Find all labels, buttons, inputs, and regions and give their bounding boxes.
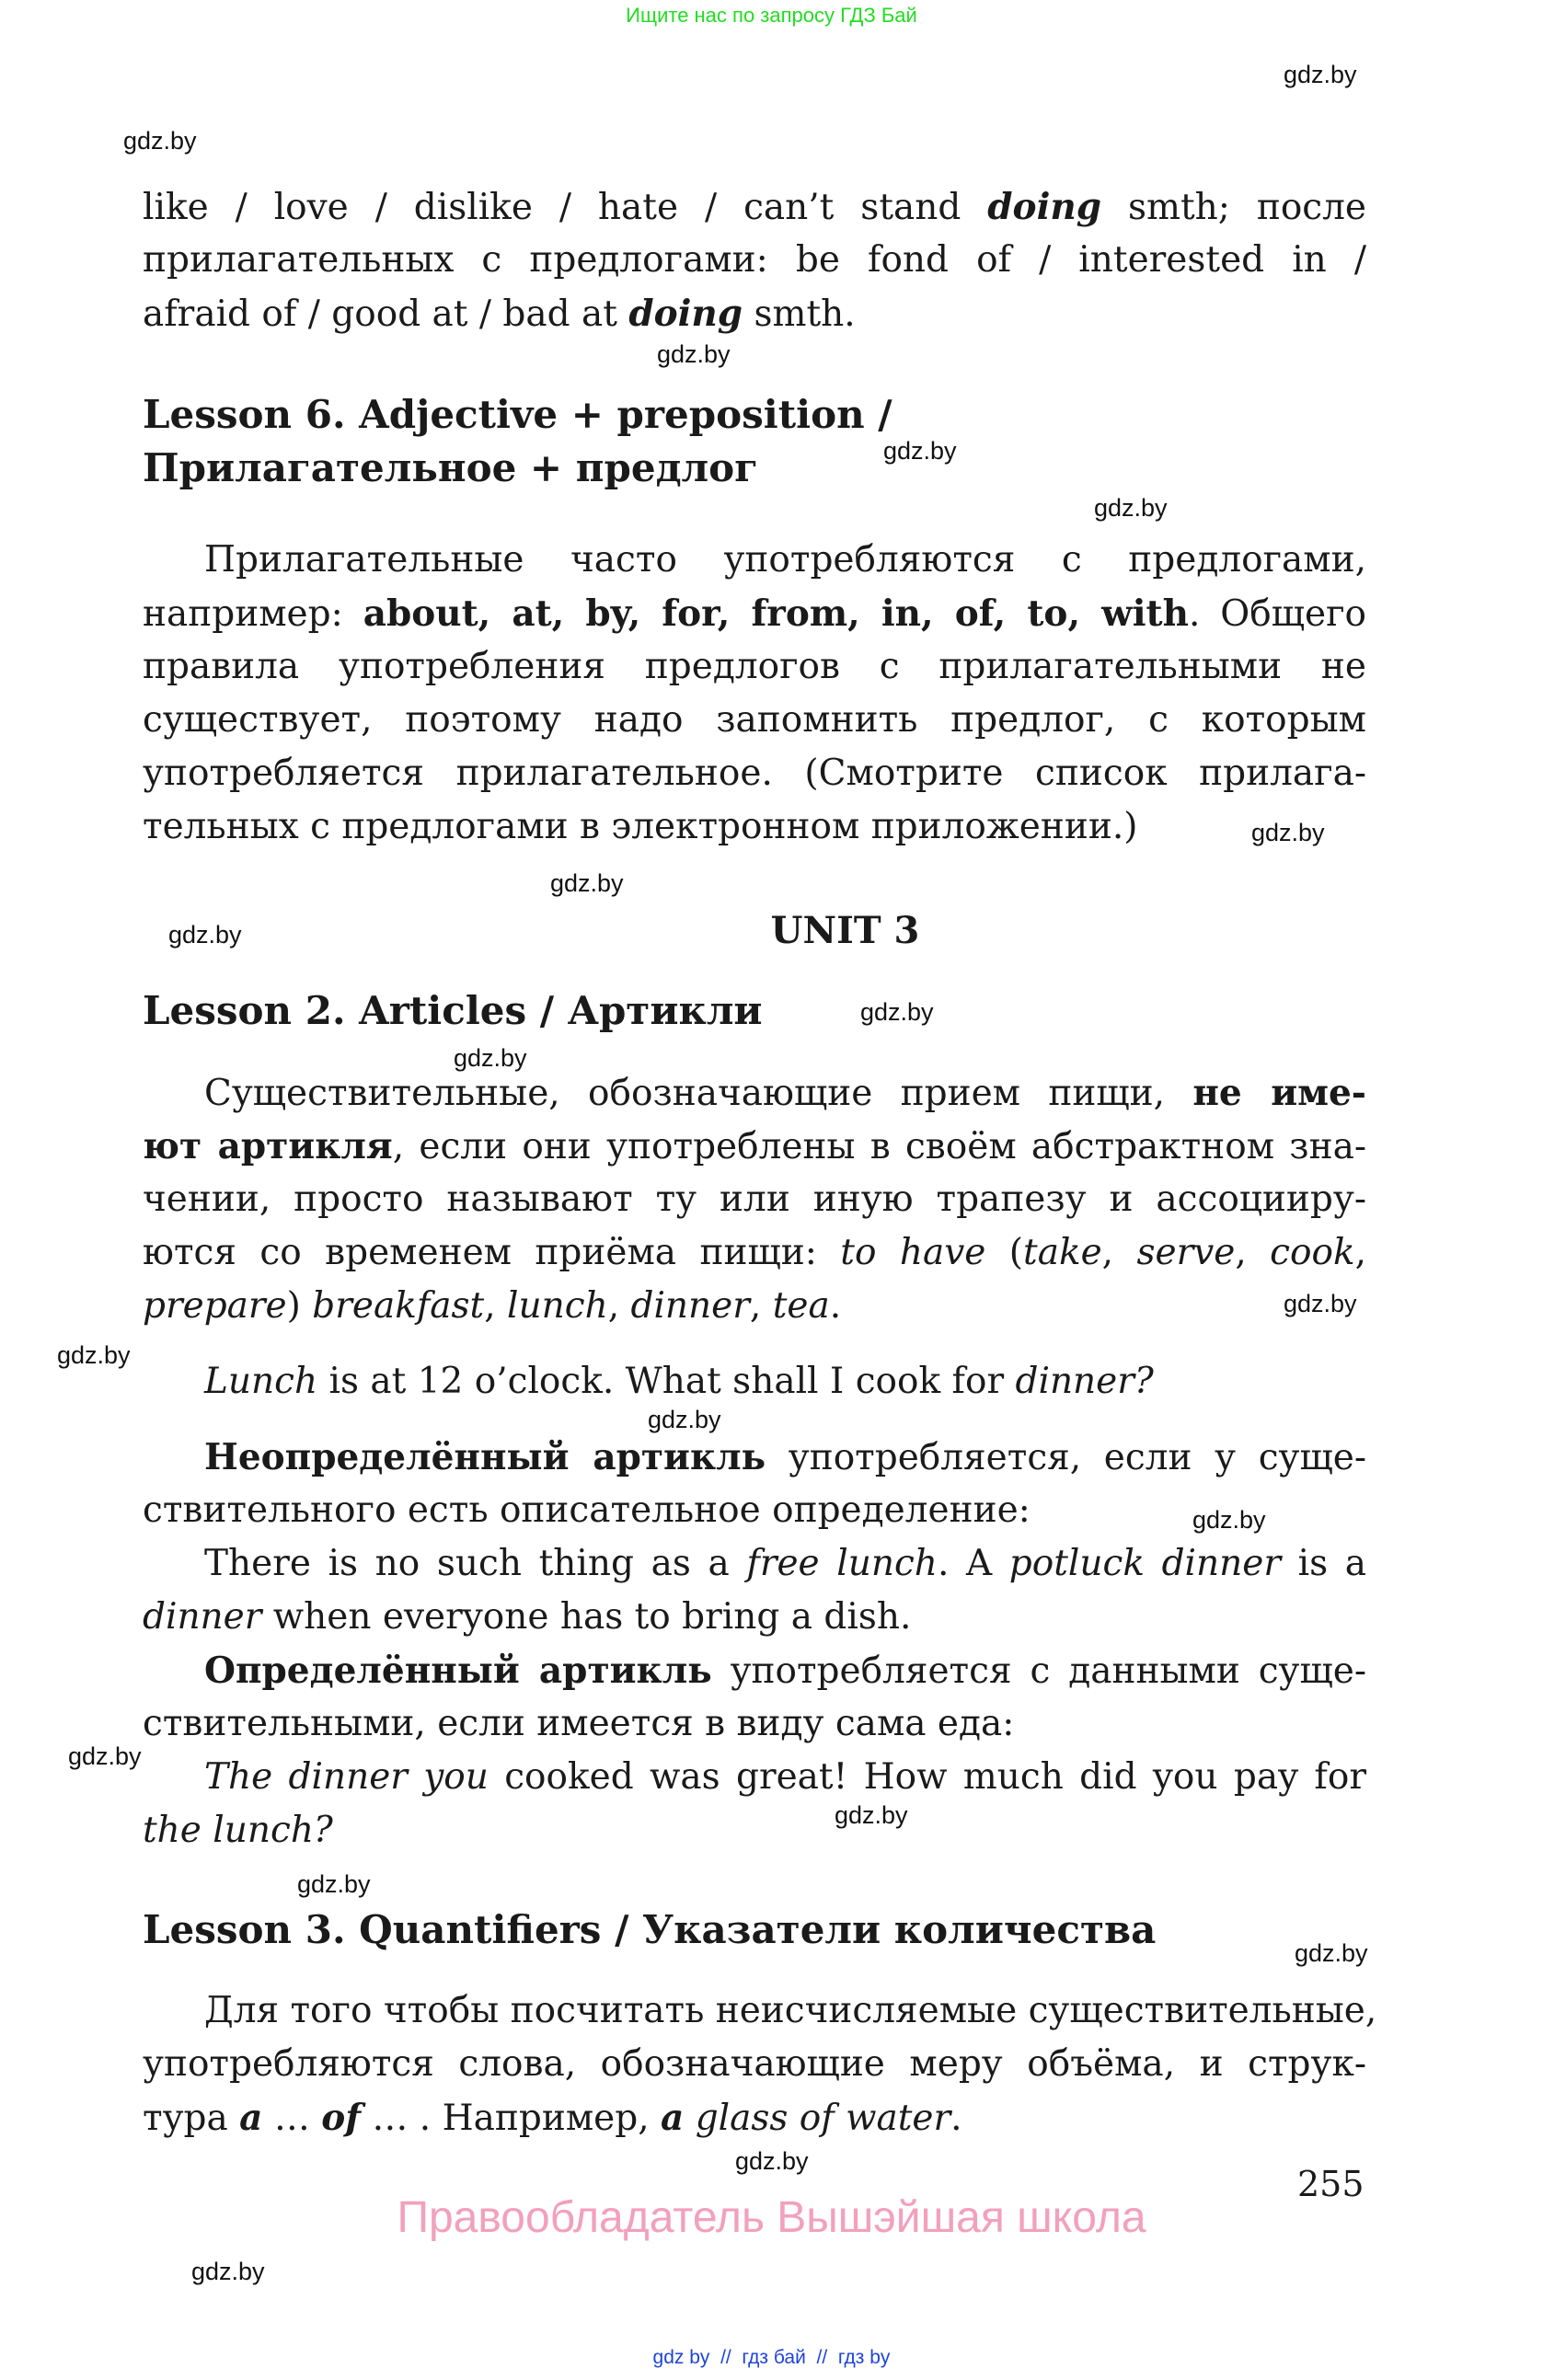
intro-line-3	[143, 287, 1366, 341]
prepositions: about, at, by, for, from, in, of, to, with	[363, 592, 1189, 635]
watermark: gdz.by	[883, 437, 957, 465]
example: serve	[1136, 1232, 1236, 1273]
text: .	[950, 2098, 962, 2139]
watermark: gdz.by	[860, 998, 934, 1026]
watermark: gdz.by	[1284, 61, 1357, 88]
watermark: gdz.by	[1284, 1290, 1357, 1317]
watermark: gdz.by	[1192, 1506, 1266, 1534]
text: is at 12 o’clock. What shall I cook for	[317, 1361, 1016, 1402]
example: free lunch	[746, 1543, 938, 1584]
text: , если они употреблены в своём абстрактном зна-	[392, 1126, 1367, 1167]
lesson3-paragraph-line	[143, 2091, 1366, 2145]
emphasis: doing	[628, 293, 743, 335]
watermark: gdz.by	[168, 921, 242, 949]
text: … . Например,	[361, 2098, 661, 2139]
lesson6-paragraph-line: правила употребления предлогов с прилагательными не	[143, 646, 1366, 687]
watermark: gdz.by	[657, 340, 731, 368]
emphasis: ют артикля	[143, 1125, 393, 1167]
text: ,	[607, 1285, 631, 1327]
lesson2-title: Lesson 2. Articles / Артикли	[143, 988, 763, 1033]
lesson2-paragraph-line	[204, 1066, 1366, 1121]
emphasis: a	[661, 2097, 685, 2139]
indefinite-article-line	[204, 1431, 1366, 1485]
lesson2-paragraph-line	[143, 1280, 1366, 1333]
lesson3-title: Lesson 3. Quantifiers / Указатели количества	[143, 1907, 1157, 1952]
example-sentence	[204, 1751, 1366, 1804]
watermark: gdz.by	[454, 1044, 527, 1072]
text: cooked was great! How much did you pay for	[488, 1756, 1366, 1798]
text: There is no such thing as a	[204, 1543, 747, 1584]
text: ,	[1354, 1232, 1367, 1273]
intro-line-2: прилагательных с предлогами: be fond of / interested in /	[143, 239, 1366, 281]
watermark: gdz.by	[57, 1341, 131, 1369]
lesson6-paragraph-line: Прилагательные часто употребляются с предлогами,	[204, 539, 1366, 581]
example: to have	[840, 1232, 986, 1273]
term: Определённый артикль	[204, 1650, 712, 1692]
text: smth.	[743, 293, 856, 335]
watermark: gdz.by	[648, 1406, 721, 1433]
lesson6-paragraph-line: тельных с предлогами в электронном приложении.)	[143, 806, 1138, 847]
example: prepare	[143, 1285, 287, 1327]
watermark: gdz.by	[735, 2147, 809, 2175]
text: smth; после	[1101, 187, 1367, 228]
text: . A	[937, 1543, 1009, 1584]
lesson6-title-line1: Lesson 6. Adjective + preposition /	[143, 392, 892, 437]
example-sentence	[143, 1804, 1366, 1857]
example: glass of water	[695, 2098, 951, 2139]
intro-line-1	[143, 180, 1366, 235]
example: dinner	[143, 1596, 262, 1638]
watermark: gdz.by	[297, 1870, 371, 1898]
page-number: 255	[1297, 2164, 1365, 2204]
footer-links[interactable]: gdz by // гдз бай // гдз by	[652, 2347, 891, 2368]
text: употребляется с данными суще-	[711, 1650, 1367, 1692]
text: .	[829, 1285, 842, 1327]
lesson6-title-line2: Прилагательное + предлог	[143, 445, 758, 490]
example: lunch	[507, 1285, 608, 1327]
text: ,	[484, 1285, 508, 1327]
watermark: gdz.by	[835, 1801, 908, 1829]
example-sentence	[204, 1355, 1366, 1408]
indefinite-article-line: ствительного есть описательное определение:	[143, 1489, 1031, 1531]
example: The dinner you	[204, 1756, 489, 1798]
lesson3-paragraph-line: Для того чтобы посчитать неисчисляемые существительные,	[204, 1990, 1377, 2031]
example: potluck dinner	[1008, 1543, 1281, 1584]
watermark: gdz.by	[191, 2258, 265, 2285]
text: (	[985, 1232, 1024, 1273]
lesson2-paragraph-line: чении, просто называют ту или иную трапезу и ассоцииру-	[143, 1179, 1366, 1220]
definite-article-line: ствительными, если имеется в виду сама еда:	[143, 1703, 1015, 1744]
emphasis: doing	[987, 186, 1102, 228]
example: breakfast	[312, 1285, 485, 1327]
text: ,	[1101, 1232, 1137, 1273]
text: like / love / dislike / hate / can’t stand	[143, 187, 988, 228]
text: is a	[1280, 1543, 1366, 1584]
example: Lunch	[204, 1361, 318, 1402]
example-sentence	[143, 1591, 1366, 1644]
example: the lunch?	[143, 1810, 333, 1851]
text: afraid of / good at / bad at	[143, 293, 629, 335]
text	[684, 2098, 695, 2139]
lesson6-paragraph-line: существует, поэтому надо запомнить предлог, с которым	[143, 699, 1366, 741]
watermark: gdz.by	[1295, 1939, 1368, 1967]
lesson6-paragraph-line: употребляется прилагательное. (Смотрите список прилага-	[143, 753, 1366, 794]
example: cook	[1270, 1232, 1355, 1273]
watermark: gdz.by	[1094, 494, 1168, 522]
lesson3-paragraph-line: употребляются слова, обозначающие меру объёма, и струк-	[143, 2043, 1366, 2085]
term: Неопределённый артикль	[204, 1436, 766, 1478]
example: take	[1023, 1232, 1102, 1273]
copyright-watermark: Правообладатель Вышэйшая школа	[397, 2193, 1146, 2242]
text: ,	[1235, 1232, 1271, 1273]
definite-article-line	[204, 1644, 1366, 1698]
text: тура	[143, 2098, 240, 2139]
watermark: gdz.by	[1251, 819, 1325, 846]
text: . Общего	[1188, 593, 1367, 635]
lesson2-paragraph-line	[143, 1226, 1366, 1280]
watermark: gdz.by	[68, 1742, 142, 1770]
emphasis: не име-	[1192, 1072, 1366, 1114]
emphasis: of	[321, 2097, 362, 2139]
unit-heading: UNIT 3	[770, 909, 920, 952]
text: …	[262, 2098, 322, 2139]
example: tea	[772, 1285, 830, 1327]
text: например:	[143, 593, 363, 635]
text: употребляется, если у суще-	[766, 1437, 1367, 1478]
watermark: gdz.by	[123, 127, 197, 155]
example: dinner	[630, 1285, 750, 1327]
example-sentence	[204, 1537, 1366, 1591]
top-banner: Ищите нас по запросу ГДЗ Бай	[626, 4, 917, 27]
text: Существительные, обозначающие прием пищи,	[204, 1073, 1193, 1114]
text: ются со временем приёма пищи:	[143, 1232, 841, 1273]
example: dinner?	[1015, 1361, 1154, 1402]
lesson6-paragraph-line	[143, 587, 1366, 641]
watermark: gdz.by	[550, 869, 624, 897]
text: ,	[749, 1285, 773, 1327]
lesson2-paragraph-line	[143, 1120, 1366, 1174]
text: when everyone has to bring a dish.	[261, 1596, 912, 1638]
text: )	[286, 1285, 313, 1327]
emphasis: a	[239, 2097, 263, 2139]
